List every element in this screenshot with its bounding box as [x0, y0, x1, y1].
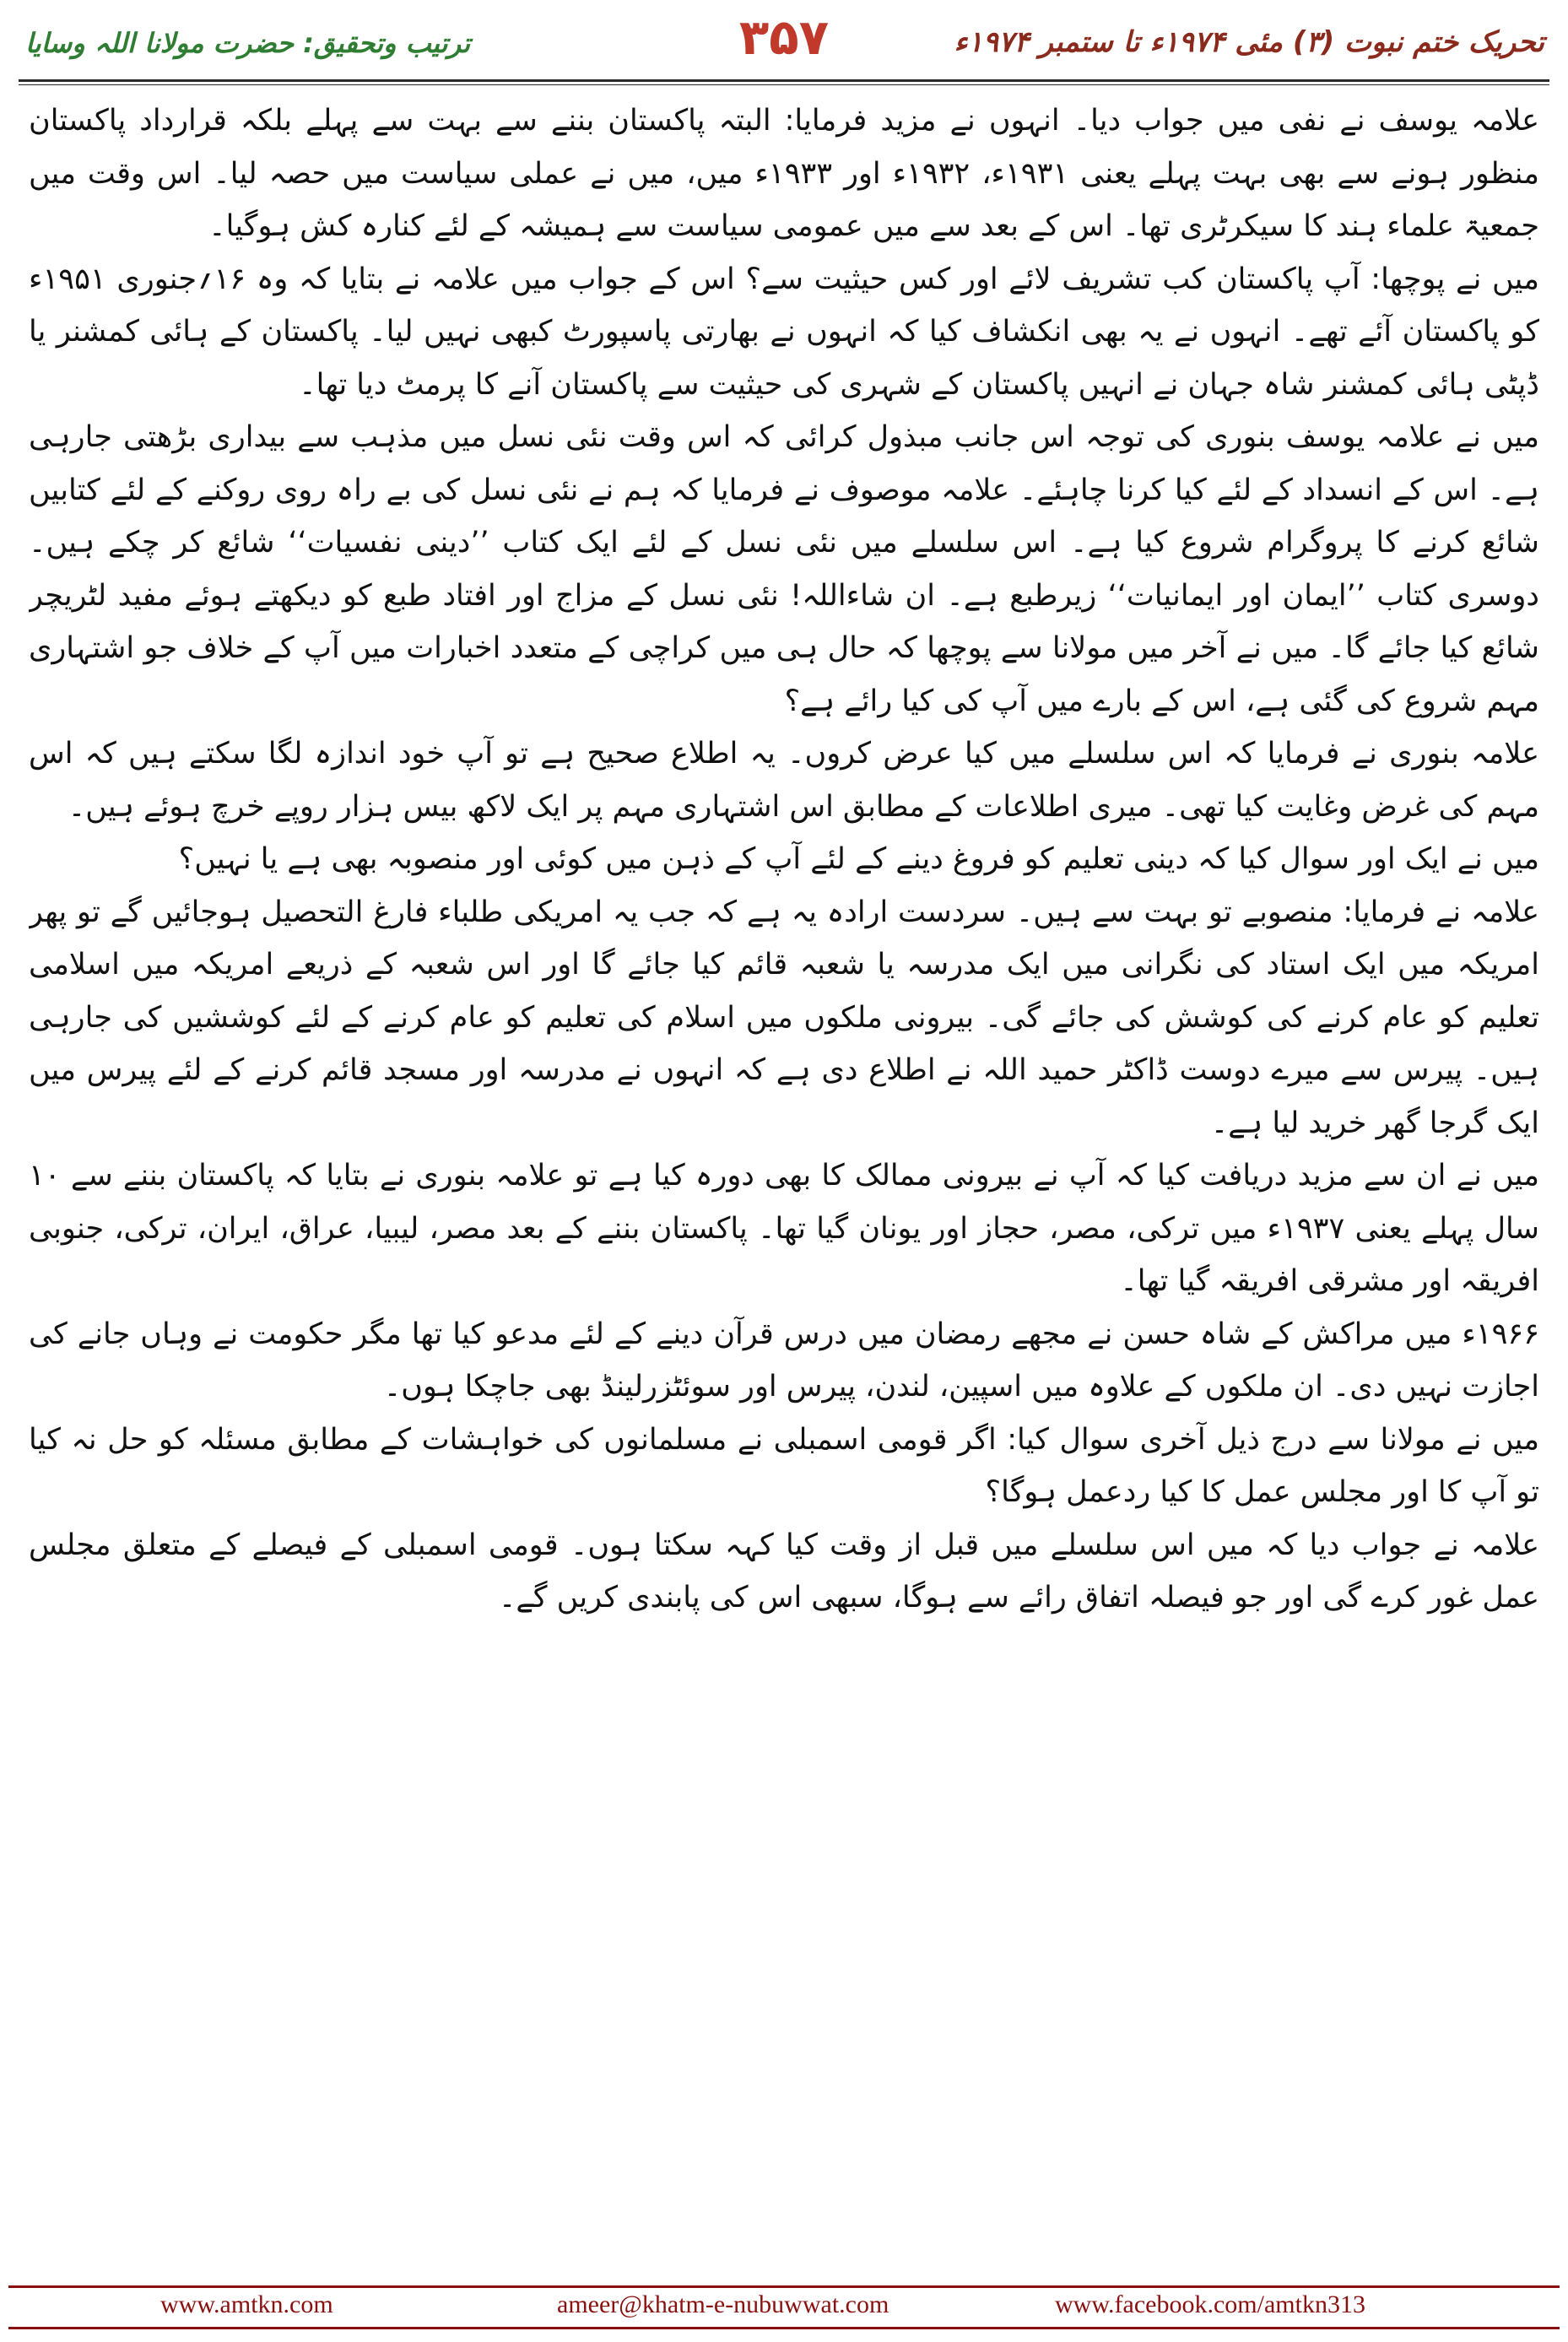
page-number: ۳۵۷ — [738, 8, 830, 66]
paragraph-4: علامہ بنوری نے فرمایا کہ اس سلسلے میں کیا عرض کروں۔ یہ اطلاع صحیح ہے تو آپ خود اندازہ لگا سکتے ہیں کہ اس مہم کی غرض وغایت کیا تھی۔ میری اطلاعات کے مطابق اس اشتہاری مہم پر ایک لاکھ بیس ہزار روپے خرچ ہوئے ہیں۔ — [29, 737, 1539, 824]
paragraph-1: علامہ یوسف نے نفی میں جواب دیا۔ انہوں نے مزید فرمایا: البتہ پاکستان بننے سے بہت سے پہلے بلکہ قرارداد پاکستان منظور ہونے سے بھی بہت پہلے یعنی ۱۹۳۱ء، ۱۹۳۲ء اور ۱۹۳۳ء میں، میں نے عملی سیاست میں حصہ لیا۔ اس وقت میں جمعیۃ علماء ہند کا سیکرٹری تھا۔ اس کے بعد سے میں عمومی سیاست سے ہمیشہ کے لئے کنارہ کش ہوگیا۔ — [29, 104, 1539, 243]
paragraph-3: میں نے علامہ یوسف بنوری کی توجہ اس جانب مبذول کرائی کہ اس وقت نئی نسل میں مذہب سے بیداری بڑھتی جارہی ہے۔ اس کے انسداد کے لئے کیا کرنا چاہئے۔ علامہ موصوف نے فرمایا کہ ہم نے نئی نسل کی بے راہ روی روکنے کے لئے کتابیں شائع کرنے کا پروگرام شروع کیا ہے۔ اس سلسلے میں نئی نسل کے لئے ایک کتاب ’’دینی نفسیات‘‘ شائع کر چکے ہیں۔ دوسری کتاب ’’ایمان اور ایمانیات‘‘ زیرطبع ہے۔ ان شاءاللہ! نئی نسل کے مزاج اور افتاد طبع کو دیکھتے ہوئے مفید لٹریچر شائع کیا جائے گا۔ میں نے آخر میں مولانا سے پوچھا کہ حال ہی میں کراچی کے متعدد اخبارات میں آپ کے خلاف جو اشتہاری مہم شروع کی گئی ہے، اس کے بارے میں آپ کی کیا رائے ہے؟ — [29, 420, 1539, 718]
paragraph-7: میں نے ان سے مزید دریافت کیا کہ آپ نے بیرونی ممالک کا بھی دورہ کیا ہے تو علامہ بنوری نے بتایا کہ پاکستان بننے سے ۱۰ سال پہلے یعنی ۱۹۳۷ء میں ترکی، مصر، حجاز اور یونان گیا تھا۔ پاکستان بننے کے بعد مصر، لیبیا، عراق، ایران، ترکی، جنوبی افریقہ اور مشرقی افریقہ گیا تھا۔ — [29, 1159, 1539, 1298]
paragraph-6: علامہ نے فرمایا: منصوبے تو بہت سے ہیں۔ سردست ارادہ یہ ہے کہ جب یہ امریکی طلباء فارغ التحصیل ہوجائیں گے تو پھر امریکہ میں ایک استاد کی نگرانی میں ایک مدرسہ یا شعبہ قائم کیا جائے گا اور اس شعبہ کے ذریعے امریکہ میں اسلامی تعلیم کو عام کرنے کی کوشش کی جائے گی۔ بیرونی ملکوں میں اسلام کی تعلیم کو عام کرنے کے لئے کوششیں کی جارہی ہیں۔ پیرس سے میرے دوست ڈاکٹر حمید اللہ نے اطلاع دی ہے کہ انہوں نے مدرسہ اور مسجد قائم کرنے کے لئے پیرس میں ایک گرجا گھر خرید لیا ہے۔ — [29, 895, 1539, 1140]
email-link[interactable]: ameer@khatm-e-nubuwwat.com — [557, 2291, 889, 2318]
paragraph-8: ۱۹۶۶ء میں مراکش کے شاہ حسن نے مجھے رمضان میں درس قرآن دینے کے لئے مدعو کیا تھا مگر حکومت نے وہاں جانے کی اجازت نہیں دی۔ ان ملکوں کے علاوہ میں اسپین، لندن، پیرس اور سوئٹزرلینڈ بھی جاچکا ہوں۔ — [29, 1317, 1539, 1404]
header-divider-thin — [19, 84, 1549, 85]
paragraph-2: میں نے پوچھا: آپ پاکستان کب تشریف لائے اور کس حیثیت سے؟ اس کے جواب میں علامہ نے بتایا کہ وہ ۱۶؍جنوری ۱۹۵۱ء کو پاکستان آئے تھے۔ انہوں نے یہ بھی انکشاف کیا کہ انہوں نے بھارتی پاسپورٹ کبھی نہیں لیا۔ پاکستان کے ہائی کمشنر یا ڈپٹی ہائی کمشنر شاہ جہان نے انہیں پاکستان کے شہری کی حیثیت سے پاکستان آنے کا پرمٹ دیا تھا۔ — [29, 262, 1539, 402]
paragraph-10: علامہ نے جواب دیا کہ میں اس سلسلے میں قبل از وقت کیا کہہ سکتا ہوں۔ قومی اسمبلی کے فیصلے کے متعلق مجلس عمل غور کرے گی اور جو فیصلہ اتفاق رائے سے ہوگا، سبھی اس کی پابندی کریں گے۔ — [29, 1528, 1539, 1615]
page-footer — [0, 2279, 1568, 2342]
series-title: تحریک ختم نبوت (۳) مئی ۱۹۷۴ء تا ستمبر ۱۹۷۴ء — [954, 25, 1544, 59]
header-divider — [19, 79, 1549, 82]
page-body — [29, 95, 1539, 2255]
paragraph-9: میں نے مولانا سے درج ذیل آخری سوال کیا: اگر قومی اسمبلی نے مسلمانوں کی خواہشات کے مطابق مسئلہ کو حل نہ کیا تو آپ کا اور مجلس عمل کا کیا ردعمل ہوگا؟ — [29, 1422, 1539, 1509]
paragraph-5: میں نے ایک اور سوال کیا کہ دینی تعلیم کو فروغ دینے کے لئے آپ کے ذہن میں کوئی اور منصوبہ بھی ہے یا نہیں؟ — [178, 842, 1539, 876]
facebook-link[interactable]: www.facebook.com/amtkn313 — [1055, 2291, 1365, 2318]
page-header — [0, 0, 1568, 78]
website-link[interactable]: www.amtkn.com — [160, 2291, 333, 2318]
compiler-credit: ترتیب وتحقیق: حضرت مولانا اللہ وسایا — [25, 27, 471, 59]
